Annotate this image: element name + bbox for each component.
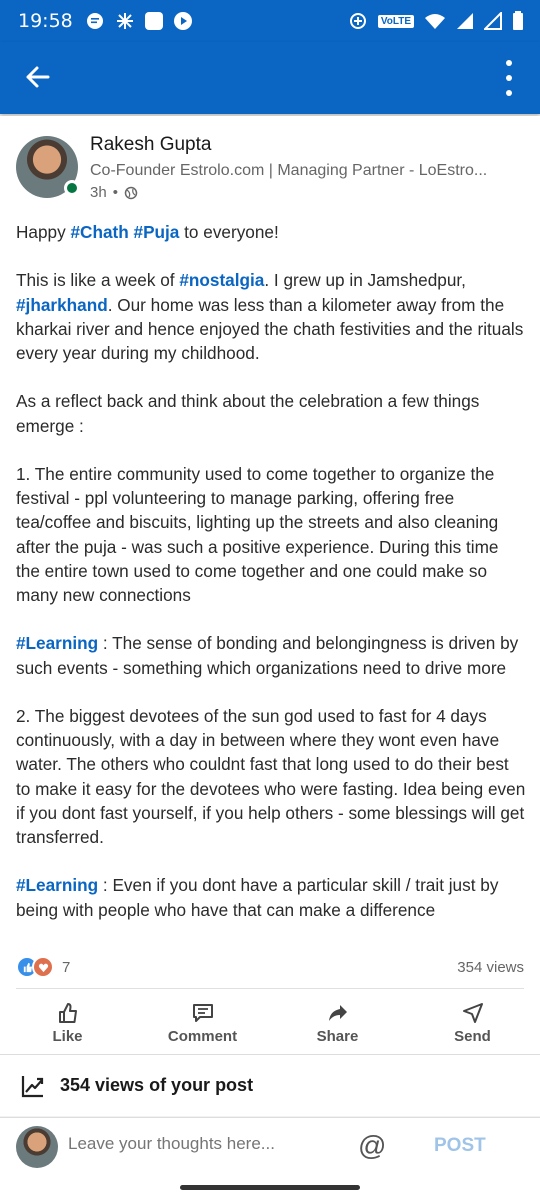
post-text-segment: : The sense of bonding and belongingness is driven by such events - something which organizations need to drive more xyxy=(16,633,519,678)
post-text-segment: As a reflect back and think about the celebration a few things emerge : xyxy=(16,391,480,436)
app-bar xyxy=(0,42,540,114)
hashtag-link[interactable]: #Learning xyxy=(16,633,99,654)
post-text-segment: Happy xyxy=(16,222,71,242)
comment-button[interactable] xyxy=(135,996,270,1054)
my-avatar xyxy=(16,1126,58,1168)
app-square-icon xyxy=(145,12,163,30)
post-paragraph xyxy=(16,389,526,437)
author-name[interactable]: Rakesh Gupta xyxy=(90,134,212,155)
status-bar xyxy=(0,0,540,42)
share-icon xyxy=(327,1002,349,1024)
meta-separator: • xyxy=(112,184,118,201)
post-text xyxy=(16,220,526,946)
message-notification-icon xyxy=(85,11,105,31)
app-notification-icon xyxy=(115,11,135,31)
reactions-count: 7 xyxy=(62,958,71,976)
post-paragraph xyxy=(16,704,526,849)
post-paragraph xyxy=(16,462,526,607)
thumbs-up-icon xyxy=(57,1002,79,1024)
post-text-segment: to everyone! xyxy=(179,222,279,242)
hashtag-link[interactable]: #Chath xyxy=(70,222,129,242)
post-card xyxy=(0,116,540,1054)
post-text-segment: This is like a week of xyxy=(16,270,180,291)
send-label: Send xyxy=(454,1028,491,1045)
signal-2-icon xyxy=(484,12,502,30)
post-paragraph xyxy=(16,873,526,921)
back-button[interactable] xyxy=(22,62,52,92)
volte-badge: VoLTE xyxy=(378,15,414,28)
mention-button[interactable]: @ xyxy=(358,1130,387,1161)
post-comment-button[interactable]: POST xyxy=(434,1135,486,1156)
post-meta xyxy=(90,184,138,201)
send-icon xyxy=(462,1002,484,1024)
post-analytics-row[interactable] xyxy=(0,1054,540,1116)
home-indicator xyxy=(180,1185,360,1190)
post-paragraph xyxy=(16,268,526,365)
post-text-segment: . Our home was less than a kilometer away from the kharkai river and hence enjoyed the chath festivities and the rituals every year during my childhood. xyxy=(16,294,524,363)
post-views-analytics: 354 views of your post xyxy=(60,1075,254,1095)
author-avatar[interactable] xyxy=(16,136,78,198)
globe-icon xyxy=(124,186,138,200)
hashtag-link[interactable]: #Learning xyxy=(16,875,99,896)
data-saver-icon xyxy=(348,11,368,31)
like-label: Like xyxy=(52,1028,83,1045)
wifi-icon xyxy=(424,12,446,30)
hashtag-link[interactable]: #nostalgia xyxy=(179,270,265,291)
post-paragraph xyxy=(16,631,526,679)
post-text-segment: 1. The entire community used to come together to organize the festival - ppl volunteering to manage parking, offering free tea/coffee and biscuits, lighting up the streets and also cleaning after the puja - was such a positive experience. During this time the entire town used to come together and one could make so many new connections xyxy=(16,463,499,605)
send-button[interactable] xyxy=(405,996,540,1054)
hashtag-link[interactable]: #Puja xyxy=(133,222,180,242)
hashtag-link[interactable]: #jharkhand xyxy=(16,294,108,315)
post-paragraph xyxy=(16,220,526,244)
post-text-segment: . I grew up in Jamshedpur, xyxy=(264,270,466,291)
trending-chart-icon xyxy=(20,1073,46,1099)
post-text-segment: 2. The biggest devotees of the sun god used to fast for 4 days continuously, with a day in between where they wont even have water. The others who couldnt fast that long used to do their best to make it easy for the devotees who were fasting. Idea being even if you dont fast yourself, if you help others - some blessings will get transferred. xyxy=(16,705,526,847)
battery-icon xyxy=(512,11,524,31)
share-label: Share xyxy=(316,1028,359,1045)
online-status-indicator xyxy=(64,180,80,196)
like-button[interactable] xyxy=(0,996,135,1054)
arrow-left-icon xyxy=(24,65,50,89)
more-options-icon[interactable] xyxy=(504,60,514,96)
status-time: 19:58 xyxy=(18,10,73,32)
post-actions xyxy=(0,996,540,1054)
comment-input[interactable] xyxy=(68,1134,338,1154)
author-headline: Co-Founder Estrolo.com | Managing Partner - LoEstro... xyxy=(90,162,488,179)
comment-composer xyxy=(0,1117,540,1200)
post-text-segment: : Even if you dont have a particular skill / trait just by being with people who have that can make a difference xyxy=(16,875,499,920)
play-notification-icon xyxy=(173,11,193,31)
divider xyxy=(16,988,524,989)
post-time: 3h xyxy=(90,184,107,201)
comment-label: Comment xyxy=(167,1028,238,1045)
share-button[interactable] xyxy=(270,996,405,1054)
love-reaction-icon xyxy=(32,956,54,978)
reactions-summary[interactable] xyxy=(16,956,70,978)
views-count[interactable]: 354 views xyxy=(457,959,524,976)
signal-icon xyxy=(456,12,474,30)
comment-icon xyxy=(192,1002,214,1024)
